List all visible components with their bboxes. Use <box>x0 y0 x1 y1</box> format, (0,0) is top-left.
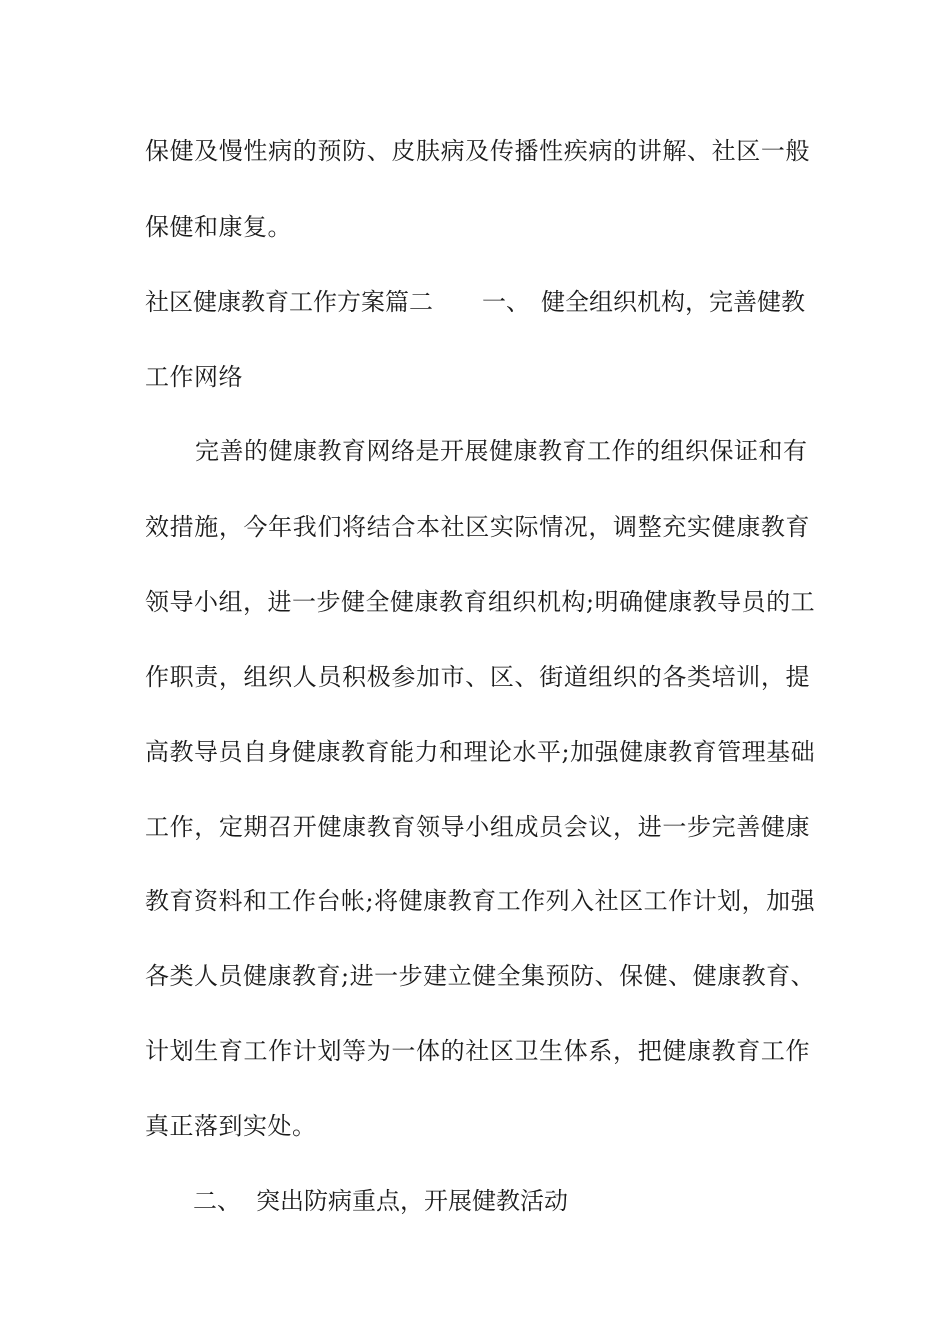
paragraph-line-1: 完善的健康教育网络是开展健康教育工作的组织保证和有 <box>195 437 808 465</box>
section-one-heading-continuation: 工作网络 <box>145 363 243 391</box>
paragraph-line-2: 效措施，今年我们将结合本社区实际情况，调整充实健康教育 <box>145 513 810 541</box>
section-two-number: 二、 <box>193 1187 241 1215</box>
paragraph-line-7: 教育资料和工作台帐;将健康教育工作列入社区工作计划，加强 <box>145 887 816 915</box>
intro-line-1: 保健及慢性病的预防、皮肤病及传播性疾病的讲解、社区一般 <box>145 137 810 165</box>
paragraph-line-9: 计划生育工作计划等为一体的社区卫生体系，把健康教育工作 <box>145 1037 810 1065</box>
section-two-text: 突出防病重点，开展健教活动 <box>256 1187 568 1215</box>
intro-line-2: 保健和康复。 <box>145 213 292 241</box>
section-one-heading <box>145 287 807 317</box>
paragraph-line-10: 真正落到实处。 <box>145 1112 317 1140</box>
paragraph-line-8: 各类人员健康教育;进一步建立健全集预防、保健、健康教育、 <box>145 962 816 990</box>
paragraph-line-3: 领导小组，进一步健全健康教育组织机构;明确健康教导员的工 <box>145 588 816 616</box>
document-title: 社区健康教育工作方案篇二 <box>145 288 433 316</box>
paragraph-line-4: 作职责，组织人员积极参加市、区、街道组织的各类培训，提 <box>145 663 810 691</box>
paragraph-line-5: 高教导员自身健康教育能力和理论水平;加强健康教育管理基础 <box>145 738 816 766</box>
section-one-text: 健全组织机构，完善健教 <box>541 288 805 316</box>
section-one-number: 一、 <box>482 288 530 316</box>
paragraph-line-6: 工作，定期召开健康教育领导小组成员会议，进一步完善健康 <box>145 813 810 841</box>
